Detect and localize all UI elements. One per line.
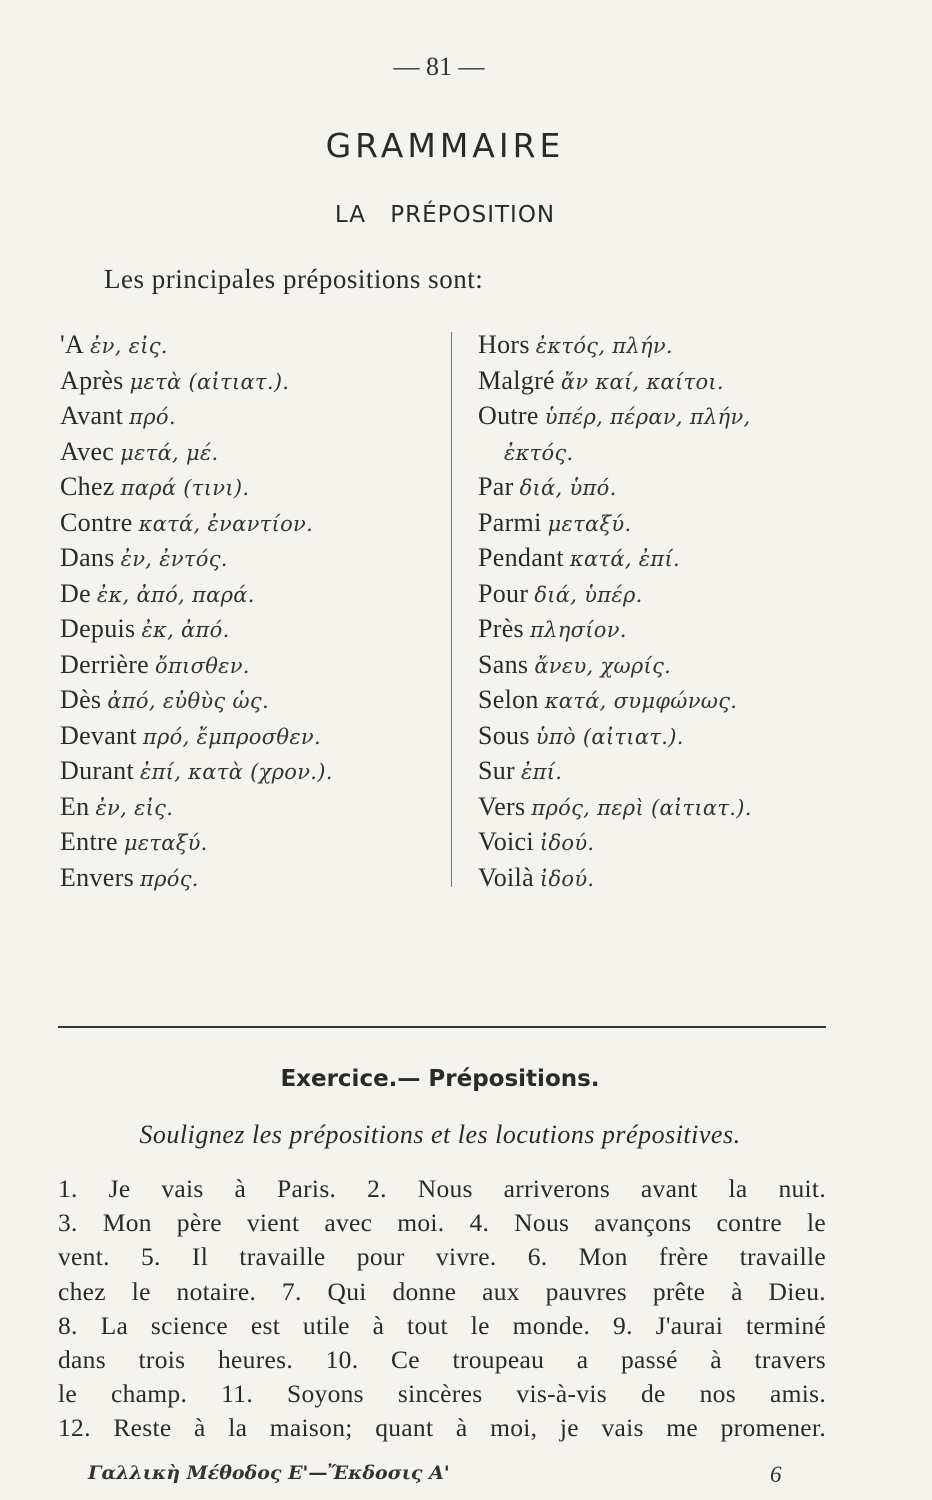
- preposition-entry: [60, 861, 440, 897]
- french-word: Contre: [60, 507, 133, 537]
- french-word: Parmi: [478, 507, 542, 537]
- preposition-entry: [60, 719, 440, 755]
- exercise-line: 12. Reste à la maison; quant à moi, je vais me promener.: [58, 1413, 826, 1443]
- french-word: Envers: [60, 862, 134, 892]
- greek-translation: μεταξύ.: [547, 511, 632, 536]
- greek-translation: πρό, ἔμπροσθεν.: [142, 724, 321, 749]
- footer-signature-number: 6: [770, 1462, 782, 1487]
- greek-translation: ἐν, εἰς.: [90, 334, 168, 358]
- greek-translation: ἰδού.: [539, 866, 595, 891]
- preposition-entry: [478, 328, 850, 364]
- french-word: Derrière: [60, 649, 149, 679]
- preposition-entry: [60, 683, 440, 719]
- preposition-entry: [478, 648, 850, 684]
- french-word: Sans: [478, 649, 529, 679]
- french-word: Voici: [478, 827, 534, 856]
- greek-translation: ἄν καί, καίτοι.: [560, 369, 724, 394]
- greek-translation: κατά, συμφώνως.: [544, 689, 738, 713]
- french-word: Depuis: [60, 614, 136, 643]
- section-divider: [58, 1026, 826, 1028]
- french-word: Selon: [478, 685, 539, 714]
- greek-translation: διά, ὑπό.: [519, 476, 617, 500]
- french-word: Voilà: [478, 862, 534, 892]
- preposition-entry: [60, 399, 440, 435]
- preposition-entry: [60, 364, 440, 400]
- preposition-entry: [478, 754, 850, 790]
- greek-translation: ἰδού.: [539, 831, 595, 855]
- preposition-entry: [60, 577, 440, 613]
- preposition-entry: [478, 861, 850, 897]
- greek-translation: ἀπό, εὐθὺς ὡς.: [107, 689, 269, 713]
- preposition-entry-continuation: [478, 435, 850, 471]
- exercise-line: dans trois heures. 10. Ce troupeau a passé à travers: [58, 1345, 826, 1375]
- french-word: Sur: [478, 756, 516, 785]
- french-word: Vers: [478, 791, 526, 821]
- exercise-text: [58, 1172, 826, 1446]
- exercise-title: Exercice.— Prépositions.: [280, 1066, 600, 1092]
- greek-translation: ἐπί.: [521, 760, 563, 784]
- french-word: Hors: [478, 330, 530, 359]
- greek-translation: ὑπὸ (αἰτιατ.).: [535, 724, 684, 749]
- preposition-entry: [478, 825, 850, 861]
- preposition-entry: [60, 506, 440, 542]
- preposition-entry: [478, 719, 850, 755]
- greek-translation: ἐν, εἰς.: [95, 795, 174, 820]
- greek-translation: πρός.: [140, 866, 199, 891]
- exercise-instruction: Soulignez les prépositions et les locutions prépositives.: [139, 1120, 741, 1149]
- greek-translation: παρά (τινι).: [120, 476, 250, 500]
- greek-translation: ἐκ, ἀπό, παρά.: [96, 582, 255, 607]
- french-word: Sous: [478, 720, 530, 750]
- greek-translation: ἐκ, ἀπό.: [141, 618, 230, 642]
- french-word: Dans: [60, 543, 115, 572]
- prepositions-left-column: [60, 328, 440, 896]
- preposition-entry: [478, 506, 850, 542]
- greek-translation: μετά, μέ.: [120, 440, 219, 465]
- exercise-line: chez le notaire. 7. Qui donne aux pauvres prête à Dieu.: [58, 1276, 826, 1306]
- preposition-entry: [478, 364, 850, 400]
- section-subtitle: LA PRÉPOSITION: [334, 202, 556, 228]
- exercise-line: 8. La science est utile à tout le monde. 9. J'aurai terminé: [58, 1310, 826, 1340]
- preposition-entry: [60, 648, 440, 684]
- greek-translation: ἐκτός, πλήν.: [535, 334, 673, 358]
- intro-text: Les principales prépositions sont:: [104, 264, 484, 294]
- preposition-entry: [60, 435, 440, 471]
- french-word: 'A: [60, 330, 85, 359]
- french-word: Près: [478, 614, 524, 643]
- preposition-entry: [60, 470, 440, 506]
- greek-translation: πρό.: [129, 405, 176, 429]
- preposition-entry: [478, 790, 850, 826]
- french-word: Malgré: [478, 365, 555, 395]
- greek-translation: κατά, ἐπί.: [569, 547, 680, 571]
- french-word: Avant: [60, 401, 124, 430]
- preposition-entry: [60, 612, 440, 648]
- preposition-entry: [478, 399, 850, 435]
- preposition-entry: [60, 790, 440, 826]
- greek-translation: ὑπέρ, πέραν, πλήν,: [544, 405, 751, 429]
- french-word: Durant: [60, 756, 134, 785]
- page-number: — 81 —: [393, 52, 485, 81]
- greek-translation: πρός, περὶ (αἰτιατ.).: [531, 795, 752, 820]
- greek-translation: μετὰ (αἰτιατ.).: [129, 369, 290, 394]
- french-word: Pour: [478, 578, 529, 608]
- preposition-entry: [478, 612, 850, 648]
- preposition-entry: [60, 541, 440, 577]
- french-word: Pendant: [478, 543, 564, 572]
- preposition-entry: [60, 754, 440, 790]
- greek-translation: ἐκτός.: [504, 440, 574, 465]
- exercise-line: le champ. 11. Soyons sincères vis-à-vis de nos amis.: [58, 1379, 826, 1409]
- greek-translation: ἄνευ, χωρίς.: [534, 653, 672, 678]
- footer-book-title: Γαλλικὴ Μέθοδος Ε'—Ἔκδοσις Α': [88, 1462, 450, 1484]
- french-word: Par: [478, 472, 514, 501]
- greek-translation: ἐν, ἐντός.: [120, 547, 228, 571]
- exercise-line: 1. Je vais à Paris. 2. Nous arriverons avant la nuit.: [58, 1174, 826, 1203]
- greek-translation: μεταξύ.: [123, 831, 208, 855]
- preposition-entry: [60, 328, 440, 364]
- french-word: Outre: [478, 401, 539, 430]
- french-word: Avec: [60, 436, 115, 466]
- preposition-entry: [478, 577, 850, 613]
- greek-translation: πλησίον.: [529, 618, 627, 642]
- greek-translation: ἐπί, κατὰ (χρον.).: [140, 760, 333, 784]
- french-word: Chez: [60, 472, 115, 501]
- prepositions-right-column: [478, 328, 850, 896]
- french-word: En: [60, 791, 90, 821]
- column-divider: [451, 332, 452, 887]
- french-word: De: [60, 578, 91, 608]
- french-word: Entre: [60, 827, 118, 856]
- preposition-entry: [478, 470, 850, 506]
- french-word: Dès: [60, 685, 102, 714]
- french-word: Devant: [60, 720, 137, 750]
- page-title: GRAMMAIRE: [325, 126, 565, 165]
- preposition-entry: [478, 683, 850, 719]
- french-word: Après: [60, 365, 124, 395]
- greek-translation: διά, ὑπέρ.: [534, 582, 643, 607]
- preposition-entry: [478, 541, 850, 577]
- greek-translation: ὄπισθεν.: [155, 653, 250, 678]
- exercise-line: vent. 5. Il travaille pour vivre. 6. Mon frère travaille: [58, 1242, 826, 1272]
- preposition-entry: [60, 825, 440, 861]
- greek-translation: κατά, ἐναντίον.: [138, 511, 314, 536]
- exercise-line: 3. Mon père vient avec moi. 4. Nous avançons contre le: [58, 1208, 826, 1238]
